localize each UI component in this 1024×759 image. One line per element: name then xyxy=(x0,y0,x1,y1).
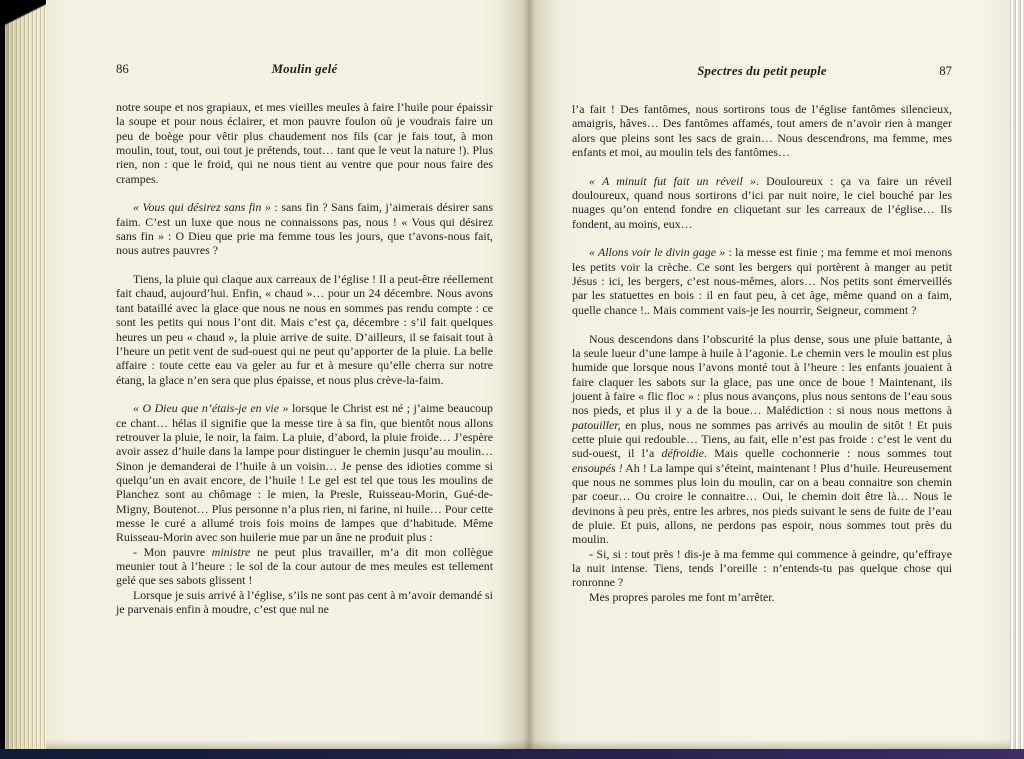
paragraph xyxy=(116,100,493,186)
page-87-body xyxy=(572,102,952,604)
paragraph xyxy=(116,401,493,544)
running-header-right xyxy=(572,64,952,79)
italic-text-run: patouiller, xyxy=(572,417,621,432)
text-run: Lorsque je suis arrivé à l’église, s’ils ne sont pas cent à m’avoir demandé si je parvenais enfin à moudre, c’est que nul ne xyxy=(116,587,493,617)
paragraph xyxy=(116,272,493,387)
text-run: - Si, si : tout près ! dis-je à ma femme qui commence à geindre, qu’effraye la nuit intense. Tiens, tends l’oreille : n’entends-tu pas quelque chose qui ronronne ? xyxy=(572,546,952,590)
paragraph xyxy=(572,102,952,159)
paragraph xyxy=(572,547,952,590)
paragraph xyxy=(572,332,952,547)
page-86 xyxy=(46,0,528,749)
paragraph xyxy=(116,545,493,588)
chapter-title-left: Moulin gelé xyxy=(271,62,338,76)
text-run: notre soupe et nos grapiaux, et mes vieilles meules à faire l’huile pour épaissir la soupe et pour nous éclairer, et mon pauvre foulon où je voudrais faire un peu de boège pour vêtir plus chaudement nos fils (car je fais tout, à mon moulin, tout, tout, oui tout je prétends, tout… tant que le veut la nature !). Plus rien, non : que le froid, qui ne nous tient au ventre que pour nous faire des crampes. xyxy=(116,100,493,186)
text-run: . Mais quelle cochonnerie : nous sommes tout xyxy=(704,446,952,461)
paragraph xyxy=(572,590,952,604)
book-page-edges-left xyxy=(5,0,46,749)
text-run: : la messe est finie ; ma femme et moi menons les petits voir la crèche. Ce sont les bergers qui portèrent à manger au petit Jésus : ici, les bergers, c’est nous-mêmes, alors… Nos petits sont émerveillés par les statuettes en bois : il en faut peu, à cet âge, même quand on a faim, quelle chance !.. Mais comment vais-je les nourrir, Seigneur, comment ? xyxy=(572,245,952,317)
running-header-left xyxy=(116,62,493,77)
italic-text-run: ministre xyxy=(211,544,251,559)
text-run: : sans fin ? Sans faim, j’aimerais désirer sans faim. C’est un luxe que nous ne connaissons pas, nous ! « Vous qui désirez sans fin » : O Dieu que prie ma femme tous les jours, que t’avons-nous fait, nous autres pauvres ? xyxy=(116,200,493,258)
text-run: Ah ! La lampe qui s’éteint, maintenant ! Plus d’huile. Heureusement que nous ne sommes plus loin du moulin, car on a beau connaitre son chemin par coeur… Ou croire le connaitre… Oui, le chemin doit être là… Nous le devinons à peu près, entre les arbres, nos pieds suivant le sens de fuite de l’eau de pluie. Et puis, allons, ne perdons pas espoir, nous sommes tout près du moulin. xyxy=(572,460,952,547)
italic-text-run: défroidie xyxy=(661,446,704,461)
text-run: . Douloureux : ça va faire un réveil douloureux, quand nous sortirons d’ici par nuit noire, le ciel bouché par les nuages qu’on entend fondre en cliquetant sur les carreaux de l’église… Ils fondent, au moins, eux… xyxy=(572,173,952,231)
chapter-title-right: Spectres du petit peuple xyxy=(697,64,827,78)
paragraph xyxy=(116,200,493,257)
italic-text-run: « O Dieu que n’étais-je en vie » xyxy=(133,401,289,416)
italic-text-run: ensoupés ! xyxy=(572,460,623,475)
paragraph xyxy=(572,245,952,317)
page-86-body xyxy=(116,100,493,616)
page-number-86: 86 xyxy=(116,62,129,76)
paragraph xyxy=(572,174,952,231)
paragraph xyxy=(116,588,493,617)
text-run: en plus, nous ne sommes pas arrivés au moulin de sitôt ! Et puis cette pluie qui redouble… Tiens, au fait, elle n’est pas froide : c’est le vent du sud-ouest, il l’a xyxy=(572,417,952,461)
text-run: Mes propres paroles me font m’arrêter. xyxy=(589,589,775,604)
book-page-edges-right xyxy=(1010,0,1024,749)
text-run: Nous descendons dans l’obscurité la plus dense, sous une pluie battante, à la seule lueur d’une lampe à huile à l’agonie. Le chemin vers le moulin est plus humide que lorsque nous l’avons monté tout à l’heure : les enfants jouaient à faire claquer les sabots sur la glace, pas une once de boue ! Maintenant, ils jouent à faire « flic floc » : plus nous avançons, plus nous sentons de l’eau sous nos pieds, et plus il y a de la boue… Malédiction : si nous nous mettons à xyxy=(572,331,952,418)
italic-text-run: « A minuit fut fait un réveil » xyxy=(589,173,756,188)
text-run: Tiens, la pluie qui claque aux carreaux de l’église ! Il a peut-être réellement fait chaud, aujourd’hui. Enfin, « chaud »… pour un 24 décembre. Nous avons tant bataillé avec la glace que nous ne nous en sommes pas rendu compte : ce sont les petits qui nous l’ont dit. Mais c’est ça, décembre : s’il fait quelques heures un peu « chaud », la pluie arrive de suite. D’ailleurs, il se faisait tout à l’heure un petit vent de sud-ouest qui ne peut qu’apporter de la pluie. La belle affaire : toute cette eau va geler au fur et à mesure qu’elle cherra sur notre étang, la glace n’en sera que plus épaisse, et nous plus crève-la-faim. xyxy=(116,272,493,387)
text-run: lorsque le Christ est né ; j’aime beaucoup ce chant… hélas il signifie que la messe tire à sa fin, que bientôt nous allons retrouver la pluie, le noir, la faim. La pluie, d’abord, la pluie froide… J’espère avoir assez d’huile dans la lampe pour distinguer le chemin jusqu’au moulin… Sinon je demanderai de l’huile à un voisin… Je pense des idioties comme si quelqu’un en avait encore, de l’huile ! Le gel est tel que tous les moulins de Planchez sont au chômage : le mien, la Presle, Ruisseau-Morin, Gué-de-Migny, Boutenot… Plus personne n’a plus rien, ni farine, ni huile… Pour cette messe le curé a allumé trois fois moins de lampes que d’habitude. Même Ruisseau-Morin avec son huilerie mue par un âne ne produit plus : xyxy=(116,401,493,545)
text-run: l’a fait ! Des fantômes, nous sortirons tous de l’église fantômes silencieux, amaigris, hâves… Des fantômes affamés, tout amers de n’avoir rien à manger alors que pleins sont les sacs de grain… Nous descendrons, ma femme, mes enfants et moi, au moulin tels des fantômes… xyxy=(572,102,952,160)
text-run: - Mon pauvre xyxy=(133,544,212,559)
italic-text-run: « Allons voir le divin gage » xyxy=(589,245,726,260)
page-number-87: 87 xyxy=(939,64,952,78)
text-run: ne peut plus travailler, m’a dit mon collègue meunier tout à l’heure : le sol de la cour autour de mes meules est tellement gelé que ses sabots glissent ! xyxy=(116,544,493,588)
italic-text-run: « Vous qui désirez sans fin » xyxy=(133,200,271,215)
page-87 xyxy=(528,0,1010,749)
scanner-cover-bar xyxy=(0,749,1024,759)
